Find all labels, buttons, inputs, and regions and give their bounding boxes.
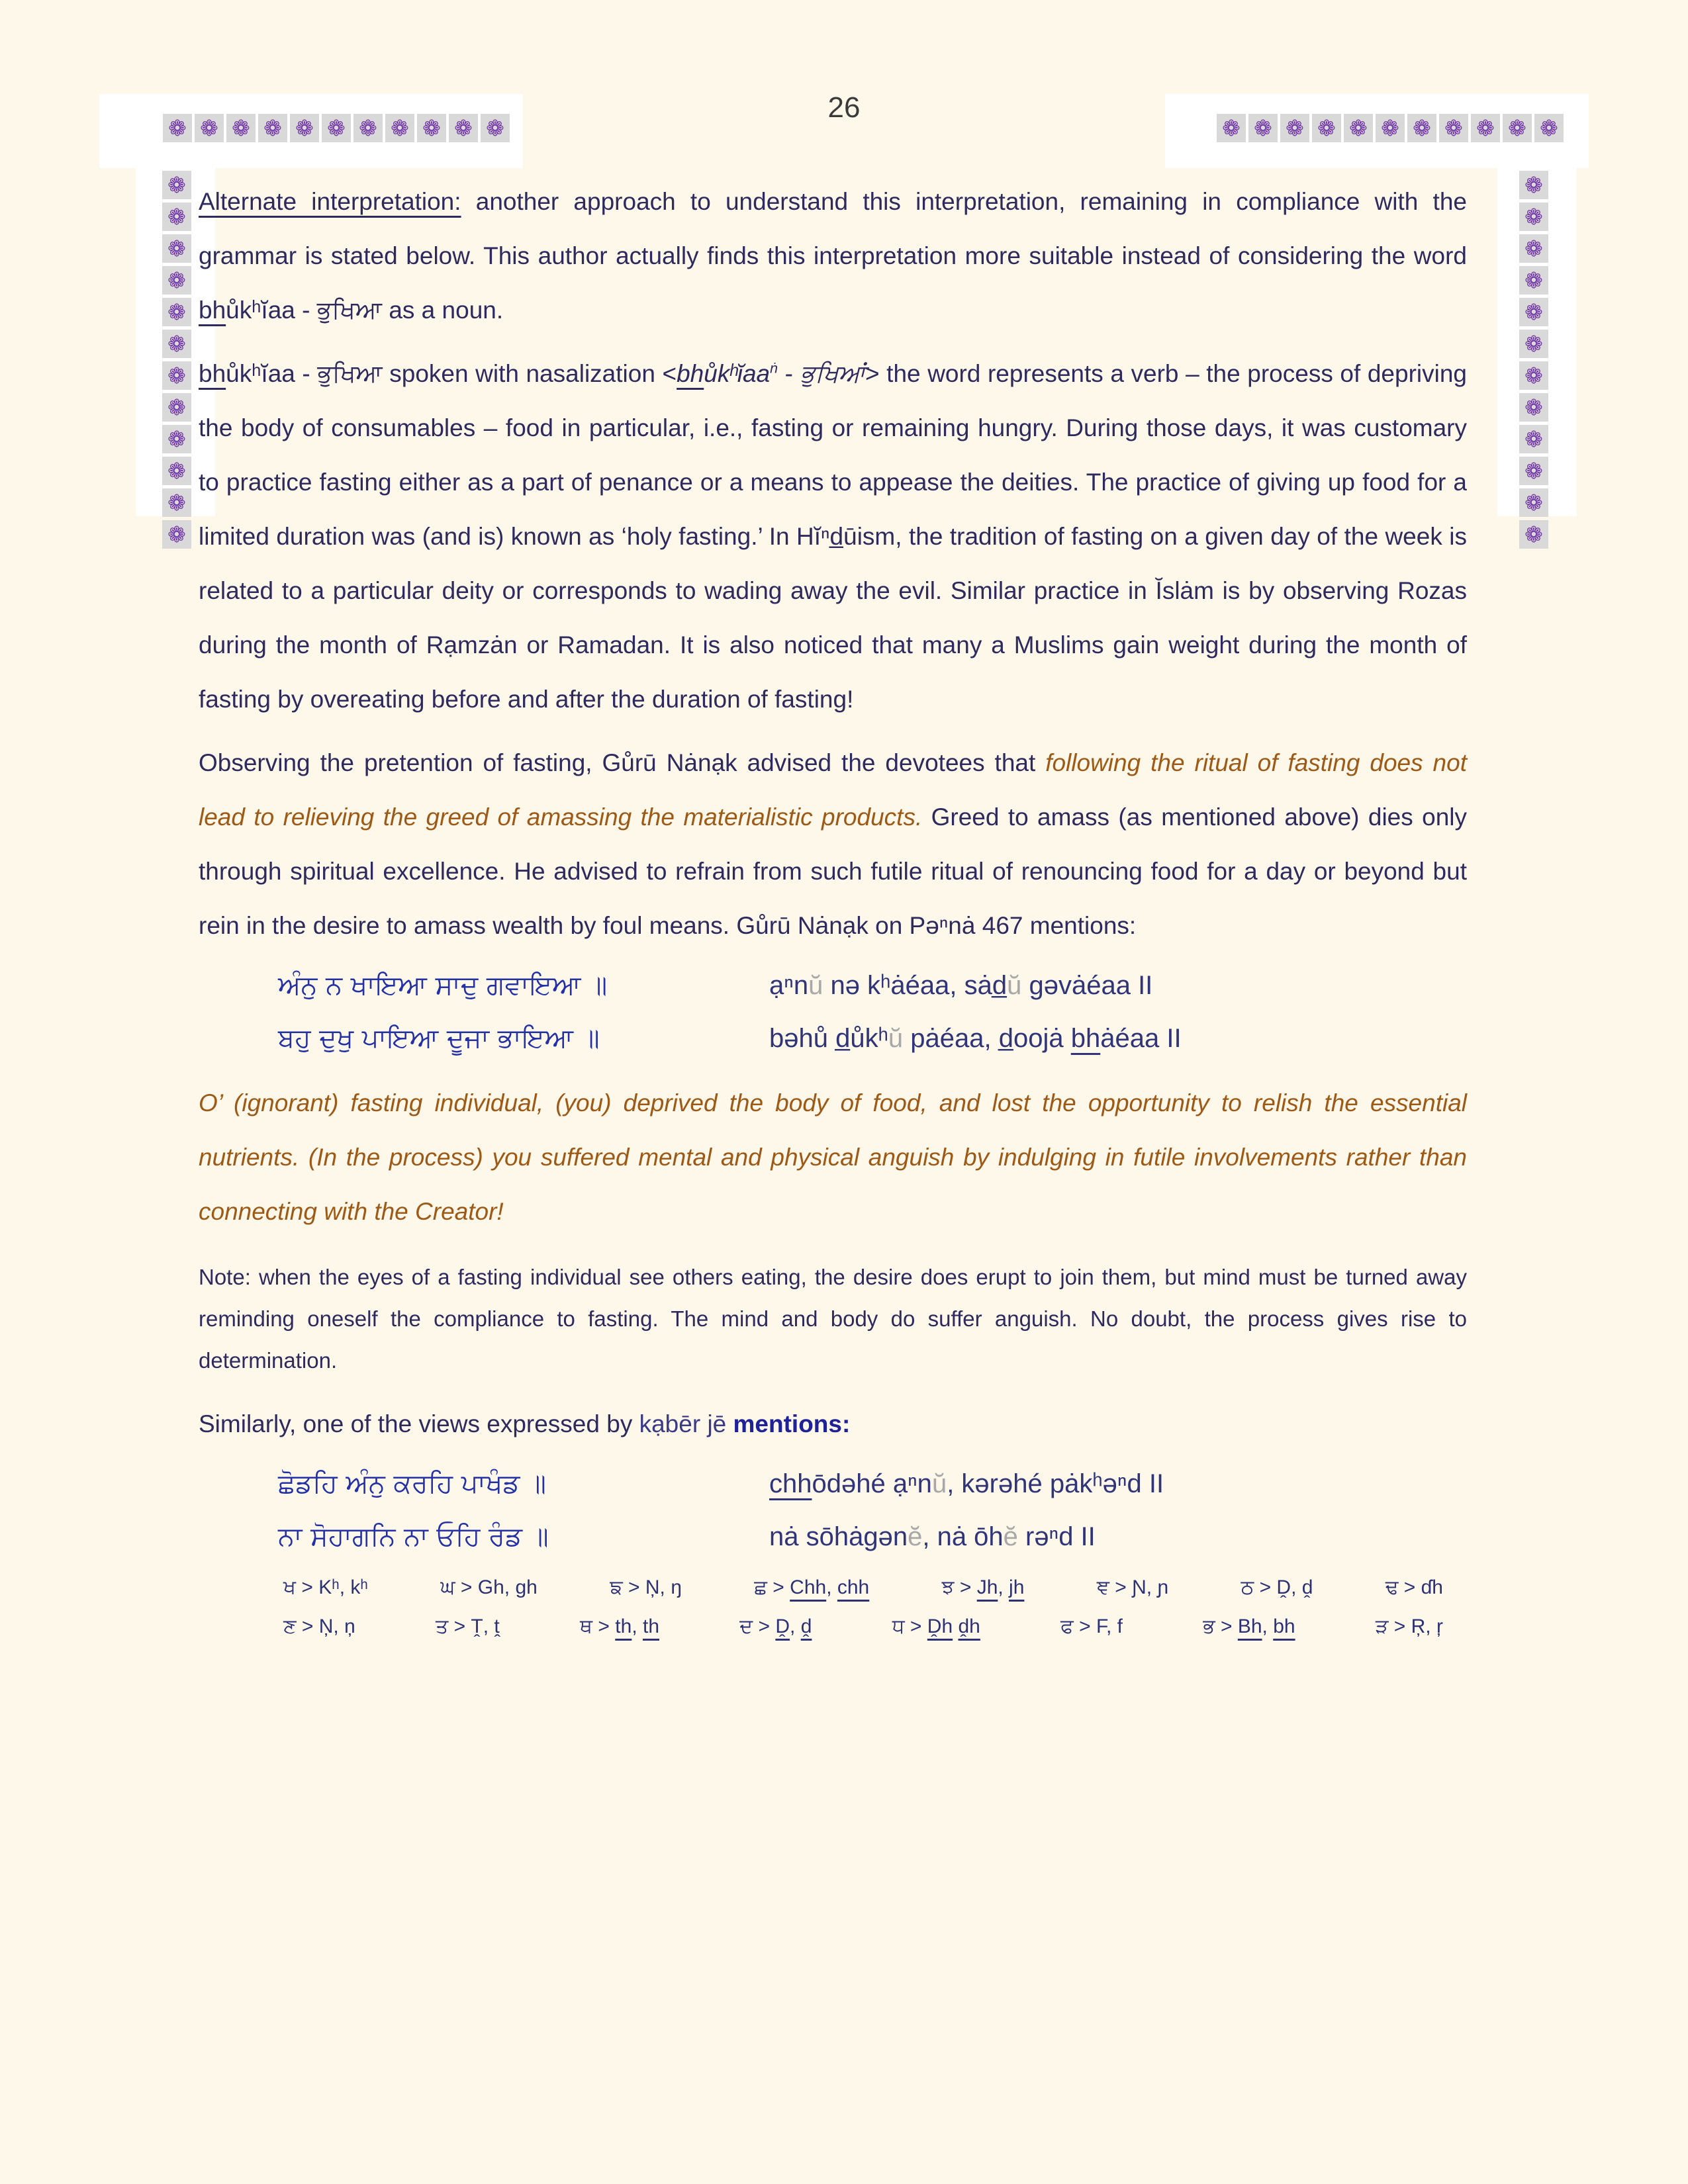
flower-icon: ❁ <box>1519 425 1548 453</box>
flower-icon: ❁ <box>1519 330 1548 358</box>
flower-icon: ❁ <box>162 330 191 358</box>
flower-icon: ❁ <box>1519 234 1548 263</box>
note-paragraph: Note: when the eyes of a fasting individual see others eating, the desire does erupt to join them, but mind must be turned away reminding oneself the compliance to fasting. The mind and body do suffer anguish. No doubt, the process gives rise to determination. <box>199 1265 1467 1373</box>
legend-item: ਧ > Ḓh ḓh <box>892 1615 980 1638</box>
flower-icon: ❁ <box>226 114 256 142</box>
flower-icon: ❁ <box>1534 114 1564 142</box>
flower-icon: ❁ <box>162 298 191 326</box>
transliteration-key-row <box>283 1615 1443 1638</box>
legend-item: ੜ > Ŗ, ŗ <box>1375 1615 1443 1638</box>
flower-icon: ❁ <box>1503 114 1532 142</box>
flower-icon: ❁ <box>162 520 191 549</box>
flower-icon: ❁ <box>162 393 191 422</box>
flower-icon: ❁ <box>1519 361 1548 390</box>
flower-icon: ❁ <box>1312 114 1341 142</box>
legend-item: ਤ > Ṱ, ṱ <box>436 1615 500 1638</box>
flower-icon: ❁ <box>163 114 192 142</box>
flower-icon: ❁ <box>1280 114 1309 142</box>
flower-icon: ❁ <box>195 114 224 142</box>
flower-icon: ❁ <box>1519 203 1548 231</box>
flower-icon: ❁ <box>1519 488 1548 517</box>
decorative-border-left <box>162 171 191 549</box>
flower-icon: ❁ <box>1439 114 1468 142</box>
flower-icon: ❁ <box>1376 114 1405 142</box>
flower-icon: ❁ <box>290 114 319 142</box>
flower-icon: ❁ <box>449 114 478 142</box>
flower-icon: ❁ <box>162 234 191 263</box>
flower-icon: ❁ <box>1519 298 1548 326</box>
flower-icon: ❁ <box>1344 114 1373 142</box>
flower-icon: ❁ <box>162 361 191 390</box>
legend-item: ਥ > th, th <box>580 1615 660 1638</box>
transliteration: bəhů d̲ůkʰŭ pȧéaa, d̲oojȧ bhȧéaa II <box>769 1024 1182 1053</box>
flower-icon: ❁ <box>1519 457 1548 485</box>
legend-item: ਝ > Jh, jh <box>941 1576 1025 1599</box>
flower-icon: ❁ <box>162 425 191 453</box>
legend-item: ਘ > Gh, gh <box>440 1576 538 1599</box>
transliteration: chhōdəhé ạⁿnŭ, kərəhé pȧkʰəⁿd II <box>769 1469 1164 1498</box>
verse-row <box>199 1469 1467 1499</box>
similarly-line: Similarly, one of the views expressed by kạbēr jē mentions: <box>199 1410 851 1437</box>
gurmukhi-verse: ਛੋਡਹਿ ਅੰਨੁ ਕਰਹਿ ਪਾਖੰਡ ॥ <box>278 1469 547 1499</box>
gurbani-verse-block-2 <box>199 1469 1467 1552</box>
flower-icon: ❁ <box>1519 171 1548 199</box>
flower-icon: ❁ <box>1471 114 1500 142</box>
legend-item: ਞ > Ɲ, ɲ <box>1096 1576 1169 1599</box>
page-number: 26 <box>827 91 861 124</box>
flower-icon: ❁ <box>1407 114 1436 142</box>
legend-item: ਦ > Ḓ, ḓ <box>739 1615 812 1638</box>
gurmukhi-verse: ਅੰਨੁ ਨ ਖਾਇਆ ਸਾਦੁ ਗਵਾਇਆ ॥ <box>278 970 608 1001</box>
verse-translation-paragraph: O’ (ignorant) fasting individual, (you) deprived the body of food, and lost the opportunity to relish the essential nutrients. (In the process) you suffered mental and physical anguish by indulging in futile involvements rather than connecting with the Creator! <box>199 1089 1467 1225</box>
legend-item: ਛ > Chh, chh <box>754 1576 870 1599</box>
flower-icon: ❁ <box>385 114 414 142</box>
flower-icon: ❁ <box>162 266 191 295</box>
flower-icon: ❁ <box>1519 520 1548 549</box>
transliteration: nȧ sōhȧgənĕ, nȧ ōhĕ rəⁿd II <box>769 1522 1096 1551</box>
legend-item: ਢ > ɗh <box>1385 1576 1443 1599</box>
legend-item: ਣ > Ņ, ņ <box>283 1615 355 1638</box>
flower-icon: ❁ <box>417 114 446 142</box>
guru-advice-paragraph: Observing the pretention of fasting, Gůrū Nȧnạk advised the devotees that following the ritual of fasting does not lead to relieving the greed of amassing the materialistic products. Greed to amass (as mentioned above) dies only through spiritual excellence. He advised to refrain from such futile ritual of renouncing food for a day or beyond but rein in the desire to amass wealth by foul means. Gůrū Nȧnạk on Pəⁿnȧ 467 mentions: <box>199 749 1467 939</box>
legend-item: ਭ > Bh, bh <box>1203 1615 1295 1638</box>
gurmukhi-verse: ਬਹੁ ਦੁਖੁ ਪਾਇਆ ਦੂਜਾ ਭਾਇਆ ॥ <box>278 1023 600 1054</box>
verse-row <box>199 1023 1467 1054</box>
flower-icon: ❁ <box>353 114 383 142</box>
flower-icon: ❁ <box>1519 393 1548 422</box>
verse-row <box>199 1522 1467 1552</box>
flower-icon: ❁ <box>481 114 510 142</box>
flower-icon: ❁ <box>162 457 191 485</box>
transliteration-key <box>199 1576 1467 1638</box>
legend-item: ਠ > Ḓ, ḓ <box>1241 1576 1313 1599</box>
flower-icon: ❁ <box>1217 114 1246 142</box>
flower-icon: ❁ <box>1248 114 1278 142</box>
transliteration: ạⁿnŭ nə kʰȧéaa, sȧd̲ŭ gəvȧéaa II <box>769 971 1153 1000</box>
legend-item: ਙ > Ņ, ŋ <box>610 1576 682 1599</box>
flower-icon: ❁ <box>258 114 287 142</box>
legend-item: ਖ > Kʰ, kʰ <box>283 1576 368 1599</box>
transliteration-key-row <box>283 1576 1443 1599</box>
decorative-border-right <box>1519 171 1548 549</box>
legend-item: ਫ > F, f <box>1060 1615 1123 1638</box>
alternate-interpretation-paragraph: Alternate interpretation: another approach to understand this interpretation, remaining in compliance with the grammar is stated below. This author actually finds this interpretation more suitable instead of considering the word bhůkʰĭaa - ਭੁਖਿਆ as a noun. <box>199 188 1467 324</box>
gurbani-verse-block-1 <box>199 970 1467 1054</box>
nasalization-paragraph: bhůkʰĭaa - ਭੁਖਿਆ spoken with nasalization <bhůkʰĭaa$^ṅ$ - ਭੁਖਿਆਂ> the word represents a verb – the process of depriving the body of consumables – food in particular, i.e., fasting or remaining hungry. During those days, it was customary to practice fasting either as a part of penance or a means to appease the deities. The practice of giving up food for a limited duration was (and is) known as ‘holy fasting.’ In Hĭⁿd̲ūism, the tradition of fasting on a given day of the week is related to a particular deity or corresponds to wading away the evil. Similar practice in Ĭslȧm is by observing Rozas during the month of Rạmzȧn or Ramadan. It is also noticed that many a Muslims gain weight during the month of fasting by overeating before and after the duration of fasting! <box>199 359 1467 713</box>
page-content <box>199 175 1467 1654</box>
flower-icon: ❁ <box>322 114 351 142</box>
verse-row <box>199 970 1467 1001</box>
flower-icon: ❁ <box>1519 266 1548 295</box>
flower-icon: ❁ <box>162 488 191 517</box>
flower-icon: ❁ <box>162 171 191 199</box>
gurmukhi-verse: ਨਾ ਸੋਹਾਗਨਿ ਨਾ ਓਹਿ ਰੰਡ ॥ <box>278 1522 549 1552</box>
flower-icon: ❁ <box>162 203 191 231</box>
